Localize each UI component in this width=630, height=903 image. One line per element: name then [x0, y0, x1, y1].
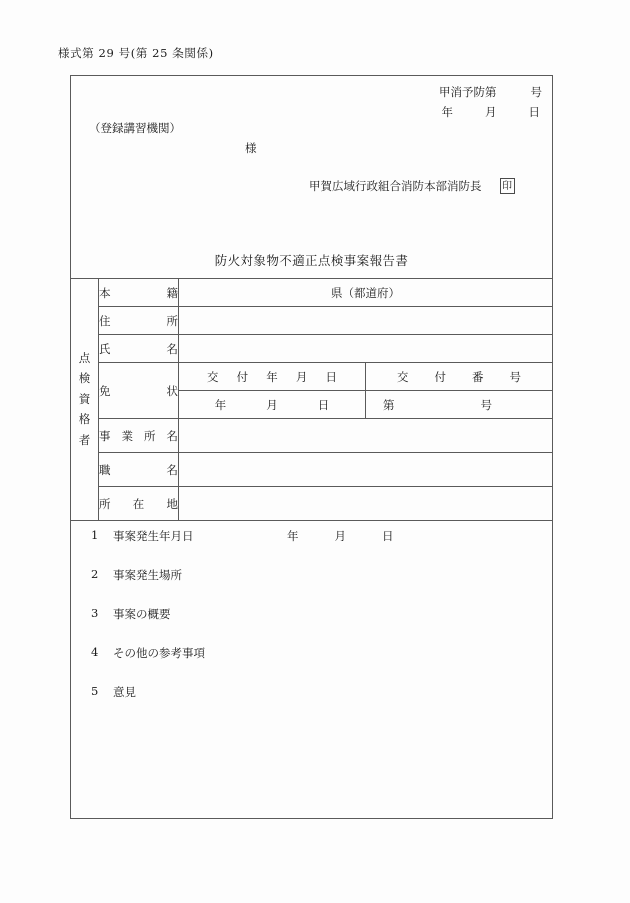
vertical-char: 者 — [78, 432, 91, 447]
license-value-row — [179, 391, 552, 419]
label-shozaichi: 所在地 — [99, 487, 179, 521]
date-year-label: 年 — [441, 105, 453, 119]
value-jusho[interactable] — [179, 307, 553, 335]
inspector-qualification-table — [70, 278, 553, 521]
list-item — [71, 645, 554, 684]
signer-name: 甲賀広域行政組合消防本部消防長 — [309, 179, 482, 193]
value-shozaichi[interactable] — [179, 487, 553, 521]
item-label: 事案発生場所 — [113, 568, 182, 582]
vertical-char: 格 — [78, 412, 91, 427]
license-year-label: 年 — [214, 397, 227, 412]
license-header-row — [179, 363, 552, 391]
label-jusho: 住所 — [99, 307, 179, 335]
date-month-label: 月 — [485, 105, 497, 119]
license-subtable — [179, 363, 552, 418]
numbered-items-list — [71, 528, 554, 723]
table-row — [71, 307, 553, 335]
item-date-fields[interactable] — [287, 528, 394, 544]
label-shimei: 氏名 — [99, 335, 179, 363]
list-item — [71, 606, 554, 645]
document-date-line — [442, 104, 541, 120]
table-row — [71, 279, 553, 307]
item-number: 3 — [91, 606, 99, 620]
date-day-label: 日 — [528, 105, 540, 119]
label-honseki: 本籍 — [99, 279, 179, 307]
item-label: 事案発生年月日 — [113, 529, 194, 543]
license-issue-date-header — [179, 363, 366, 391]
form-number-label: 様式第 29 号(第 25 条関係) — [58, 46, 214, 60]
license-issue-number-header — [366, 363, 553, 391]
document-number-unit: 号 — [530, 85, 542, 99]
license-issue-number-header-text: 交付番号 — [397, 369, 521, 384]
vertical-label-cell — [71, 279, 99, 521]
label-jigyoshomei: 事業所名 — [99, 419, 179, 453]
item-number: 5 — [91, 684, 99, 698]
item-month-label: 月 — [334, 529, 346, 543]
table-row — [71, 487, 553, 521]
value-jigyoshomei[interactable] — [179, 419, 553, 453]
document-number-line — [439, 84, 542, 100]
value-honseki[interactable]: 県（都道府） — [179, 279, 553, 307]
vertical-label-inspector-qualified-person — [71, 340, 98, 460]
license-issue-date-header-text: 交付年月日 — [207, 369, 337, 384]
item-label: その他の参考事項 — [113, 646, 205, 660]
document-number-label: 甲消予防第 — [439, 85, 497, 99]
license-issue-number-value[interactable] — [366, 391, 553, 419]
vertical-char: 検 — [78, 371, 91, 386]
addressee-honorific: 様 — [245, 141, 257, 155]
form-outer-frame — [70, 75, 553, 819]
table-row — [71, 335, 553, 363]
registered-training-organization-label: （登録講習機関） — [89, 121, 181, 135]
license-day-label: 日 — [317, 397, 330, 412]
label-shokumei: 職名 — [99, 453, 179, 487]
value-shokumei[interactable] — [179, 453, 553, 487]
item-label: 意見 — [113, 685, 136, 699]
list-item — [71, 684, 554, 723]
table-row-license — [71, 363, 553, 419]
item-number: 4 — [91, 645, 99, 659]
license-number-unit: 号 — [480, 397, 492, 412]
document-title: 防火対象物不適正点検事案報告書 — [214, 253, 409, 268]
license-number-prefix: 第 — [383, 397, 395, 412]
signature-line — [309, 178, 515, 194]
item-year-label: 年 — [287, 529, 299, 543]
license-month-label: 月 — [266, 397, 278, 412]
vertical-char: 点 — [78, 350, 91, 365]
item-number: 1 — [91, 528, 99, 542]
table-row — [71, 419, 553, 453]
item-label: 事案の概要 — [113, 607, 171, 621]
vertical-char: 資 — [78, 391, 91, 406]
table-row — [71, 453, 553, 487]
item-day-label: 日 — [382, 529, 394, 543]
value-shimei[interactable] — [179, 335, 553, 363]
license-issue-date-value[interactable] — [179, 391, 366, 419]
license-subtable-cell — [179, 363, 553, 419]
list-item — [71, 528, 554, 567]
list-item — [71, 567, 554, 606]
label-menjo: 免状 — [99, 363, 179, 419]
item-number: 2 — [91, 567, 99, 581]
seal-icon: 印 — [500, 178, 515, 194]
